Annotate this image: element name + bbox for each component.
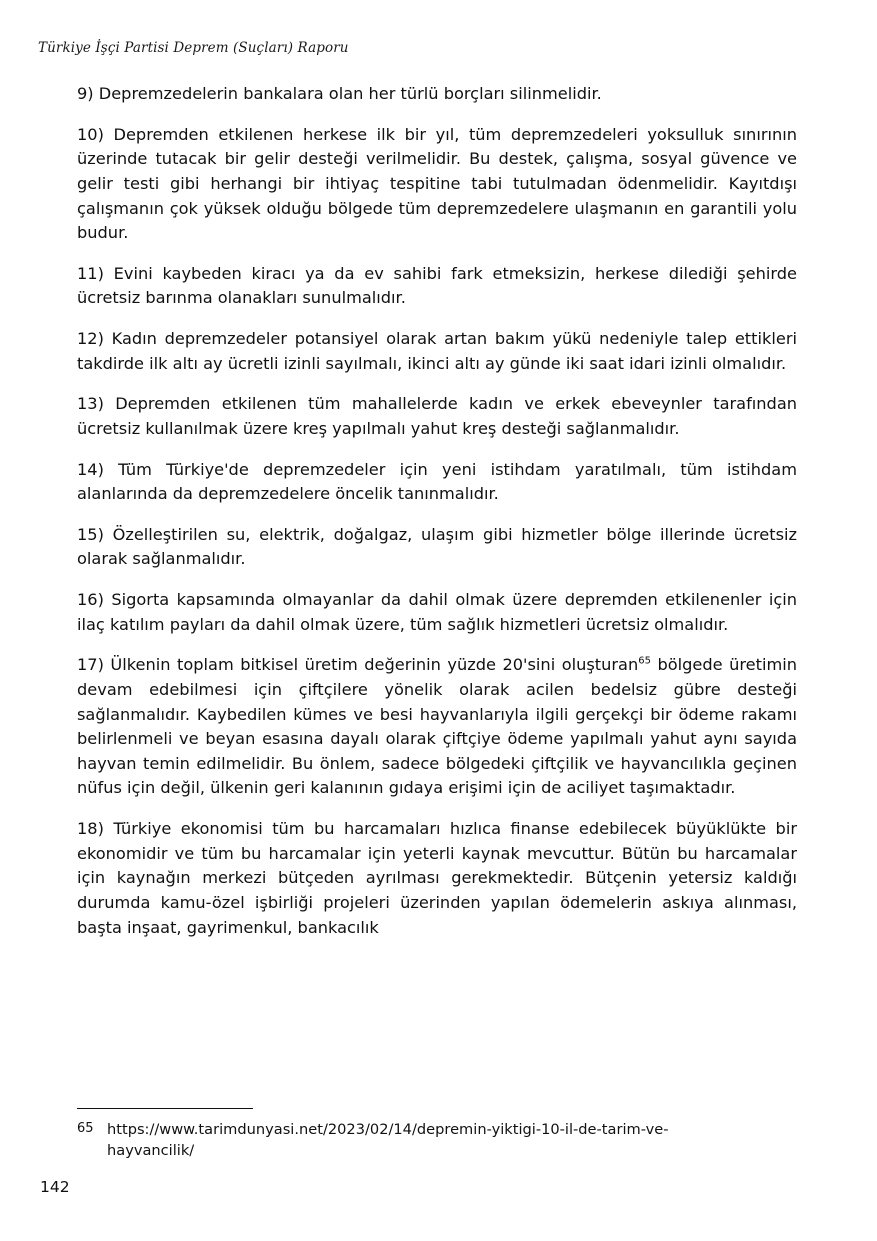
list-item: 10) Depremden etkilenen herkese ilk bir yıl, tüm depremzedeleri yoksulluk sınırının üzerinde tutacak bir gelir desteği verilmelidir. Bu destek, çalışma, sosyal güvence ve gelir testi gibi herhangi bir ihtiyaç tespitine tabi tutulmadan ödenmelidir. Kayıtdışı çalışmanın çok yüksek olduğu bölgede tüm depremzedelere ulaşmanın en garantili yolu budur. (77, 124, 797, 243)
footnote-marker[interactable]: 65 (638, 655, 651, 667)
list-item: 12) Kadın depremzedeler potansiyel olarak artan bakım yükü nedeniyle talep ettikleri takdirde ilk altı ay ücretli izinli sayılmalı, ikinci altı ay günde iki saat idari izinli olmalıdır. (77, 329, 797, 373)
footnote-url[interactable]: https://www.tarimdunyasi.net/2023/02/14/depremin-yiktigi-10-il-de-tarim-ve-hayvancilik/ (107, 1121, 669, 1160)
page-body (77, 82, 797, 940)
list-item: 18) Türkiye ekonomisi tüm bu harcamaları hızlıca finanse edebilecek büyüklükte bir ekonomidir ve tüm bu harcamalar için yeterli kaynak mevcuttur. Bütün bu harcamalar için kaynağın merkezi bütçeden ayrılması gerekmektedir. Bütçenin yetersiz kaldığı durumda kamu-özel işbirliği projeleri üzerinden yapılan ödemelerin askıya alınması, başta inşaat, gayrimenkul, bankacılık (77, 819, 797, 937)
page-number: 142 (40, 1178, 70, 1196)
list-item-text-before-footnote: 17) Ülkenin toplam bitkisel üretim değerinin yüzde 20'sini oluşturan (77, 655, 639, 675)
list-item-with-footnote (77, 653, 797, 801)
footnote-number: 65 (77, 1121, 94, 1136)
list-item: 11) Evini kaybeden kiracı ya da ev sahibi fark etmeksizin, herkese dilediği şehirde ücretsiz barınma olanakları sunulmalıdır. (77, 263, 797, 308)
running-head: Türkiye İşçi Partisi Deprem (Suçları) Raporu (38, 40, 349, 56)
footnote-area (77, 1108, 737, 1161)
footnote-divider (77, 1108, 253, 1109)
list-item: 15) Özelleştirilen su, elektrik, doğalgaz, ulaşım gibi hizmetler bölge illerinde ücretsiz olarak sağlanmalıdır. (77, 524, 797, 569)
footnote (77, 1119, 737, 1161)
list-item: 16) Sigorta kapsamında olmayanlar da dahil olmak üzere depremden etkilenenler için ilaç katılım payları da dahil olmak üzere, tüm sağlık hizmetleri ücretsiz olmalıdır. (77, 590, 797, 634)
list-item-text-after-footnote: bölgede üretimin devam edebilmesi için çiftçilere yönelik olarak acilen bedelsiz gübre desteği sağlanmalıdır. Kaybedilen kümes ve besi hayvanlarıyla ilgili gerçekçi bir ödeme rakamı belirlenmeli ve beyan esasına dayalı olarak çiftçiye ödeme yapılmalı yahut aynı sayıda hayvan temin edilmelidir. Bu önlem, sadece bölgedeki çiftçilik ve hayvancılıkla geçinen nüfus için değil, ülkenin geri kalanının gıdaya erişimi için de aciliyet taşımaktadır. (77, 655, 797, 798)
list-item: 13) Depremden etkilenen tüm mahallelerde kadın ve erkek ebeveynler tarafından ücretsiz kullanılmak üzere kreş yapılmalı yahut kreş desteği sağlanmalıdır. (77, 394, 797, 438)
list-item: 14) Tüm Türkiye'de depremzedeler için yeni istihdam yaratılmalı, tüm istihdam alanlarında da depremzedelere öncelik tanınmalıdır. (77, 459, 797, 504)
list-item: 9) Depremzedelerin bankalara olan her türlü borçları silinmelidir. (77, 84, 602, 103)
